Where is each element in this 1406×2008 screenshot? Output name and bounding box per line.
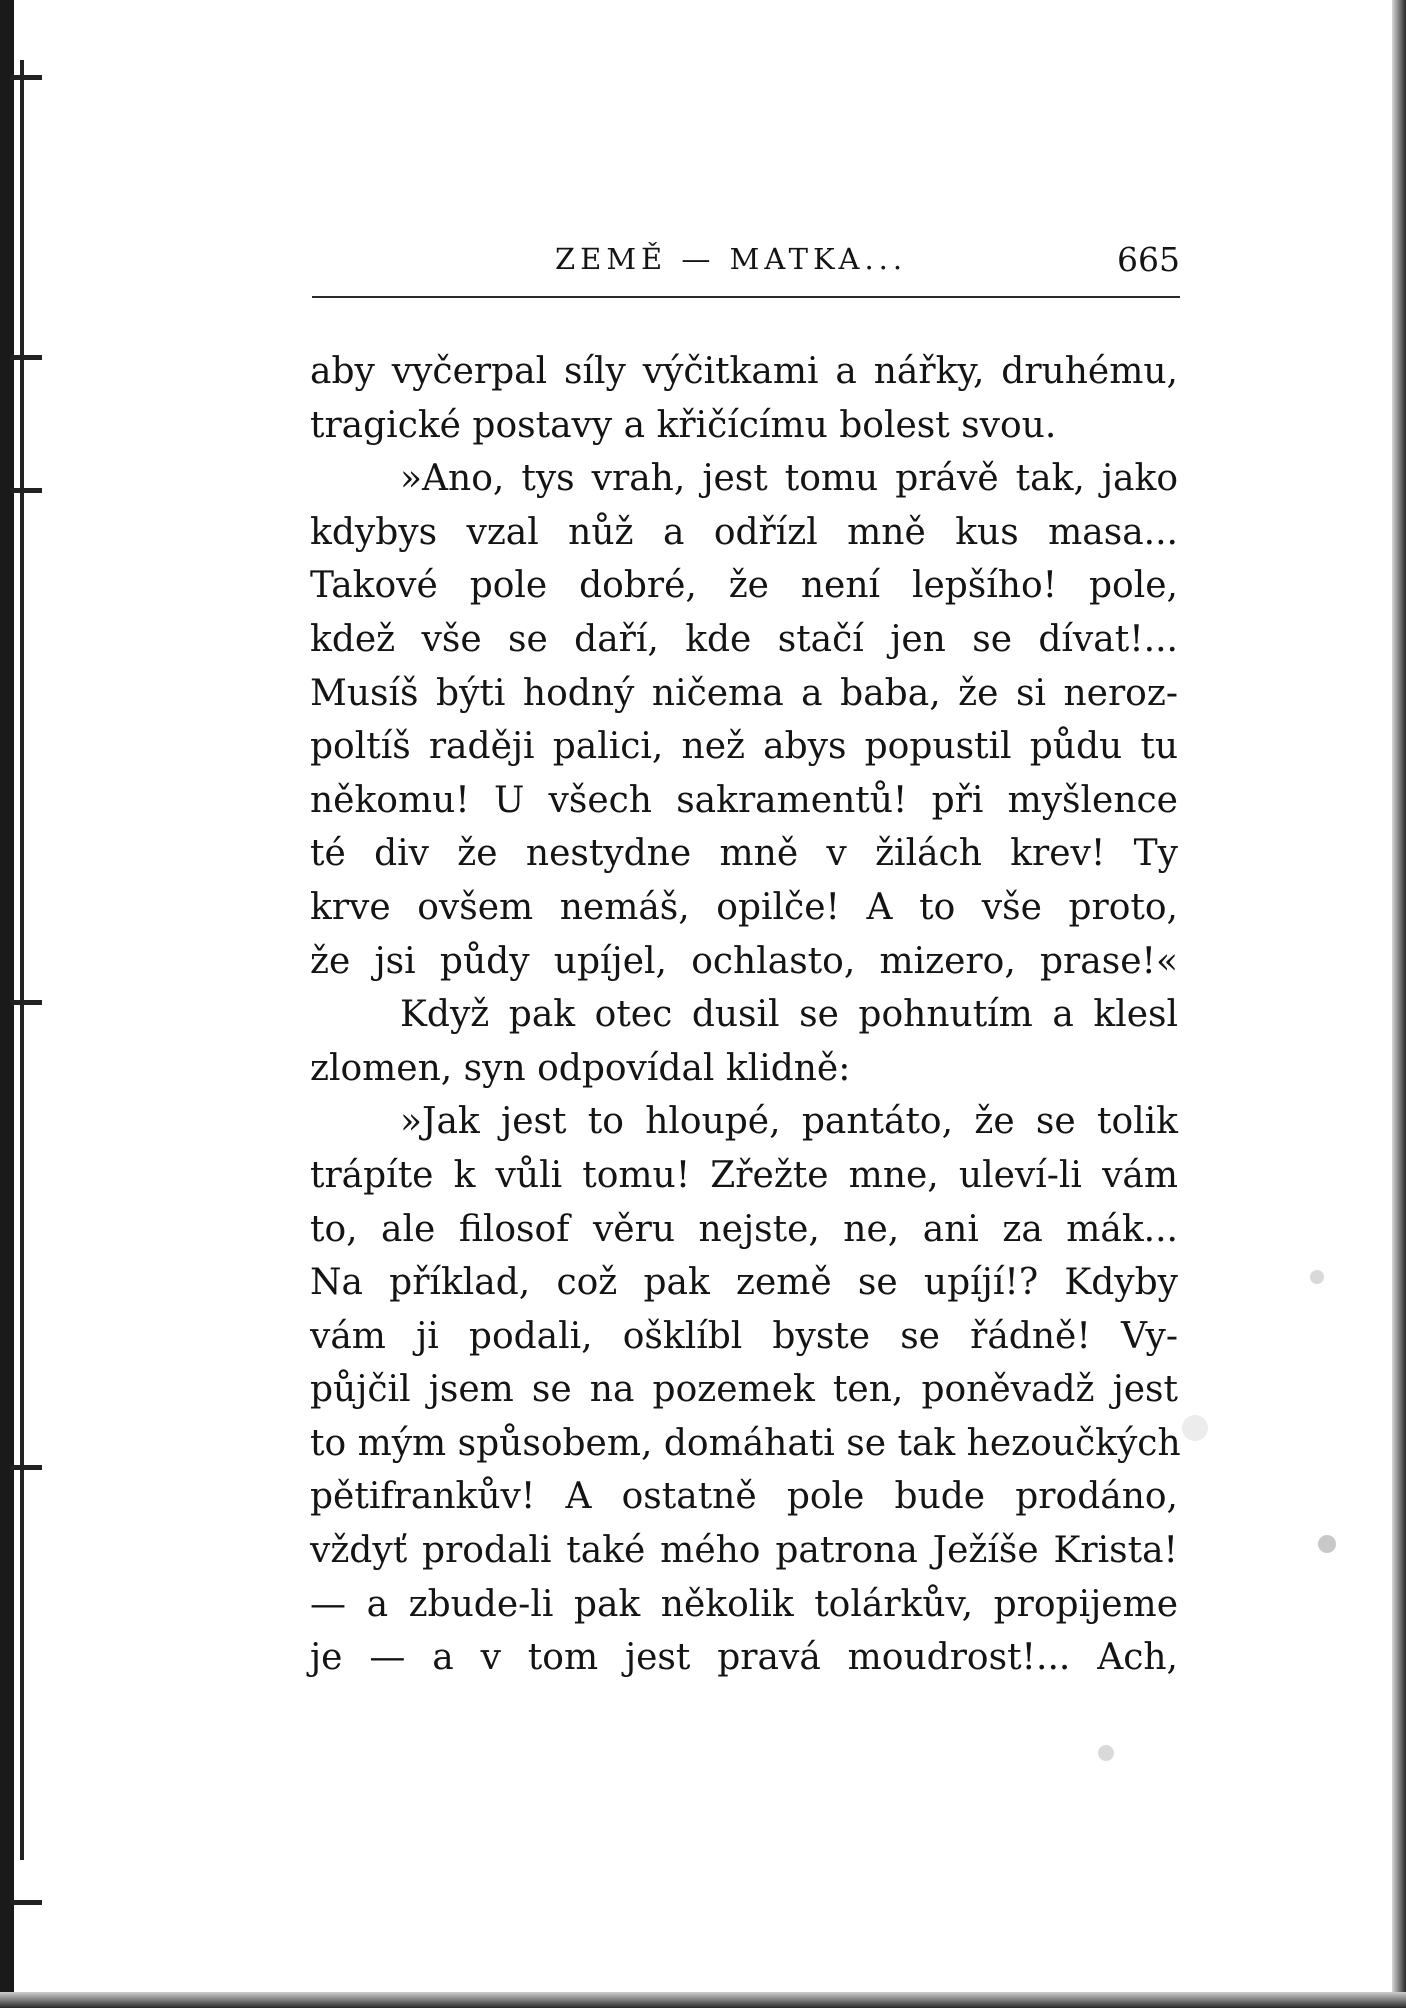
- page-number: 665: [1117, 240, 1180, 279]
- scan-speck: [1098, 1745, 1114, 1761]
- running-title: ZEMĚ — MATKA...: [555, 242, 908, 276]
- text-line: tragické postavy a křičícímu bolest svou.: [310, 404, 1057, 446]
- scan-edge-right: [1392, 0, 1406, 2008]
- binding-tick: [10, 488, 42, 493]
- body-text: [310, 345, 1181, 1685]
- header-rule: [312, 296, 1180, 298]
- text-line: Když pak otec dusil se pohnutím a klesl: [400, 994, 1178, 1036]
- text-line: poltíš raději palici, než abys popustil půdu tu: [310, 726, 1178, 768]
- text-line: — a zbude-li pak několik tolárkův, propijeme: [310, 1583, 1178, 1625]
- text-line: Takové pole dobré, že není lepšího! pole,: [310, 565, 1178, 607]
- text-line: zlomen, syn odpovídal klidně:: [310, 1047, 851, 1089]
- text-line: to, ale filosof věru nejste, ne, ani za mák...: [310, 1208, 1178, 1250]
- text-line: Na příklad, což pak země se upíjí!? Kdyby: [310, 1262, 1178, 1304]
- text-line: kdež vše se daří, kde stačí jen se dívat!...: [310, 618, 1178, 660]
- text-line: pětifrankův! A ostatně pole bude prodáno,: [310, 1476, 1178, 1518]
- text-line: krve ovšem nemáš, opilče! A to vše proto,: [310, 886, 1178, 928]
- text-line: půjčil jsem se na pozemek ten, poněvadž jest: [310, 1369, 1178, 1411]
- scan-edge-bottom: [0, 1992, 1406, 2008]
- binding-tick: [10, 355, 42, 360]
- scan-speck: [1310, 1270, 1324, 1284]
- binding-tick: [10, 1000, 42, 1005]
- text-line: někomu! U všech sakramentů! při myšlence: [310, 779, 1178, 821]
- binding-tick: [10, 75, 42, 80]
- text-line: je — a v tom jest pravá moudrost!... Ach,: [310, 1637, 1178, 1679]
- text-line: té div že nestydne mně v žilách krev! Ty: [310, 833, 1178, 875]
- text-line: »Ano, tys vrah, jest tomu právě tak, jako: [400, 458, 1178, 500]
- text-line: to mým spůsobem, domáhati se tak hezoučkých: [310, 1422, 1181, 1464]
- text-line: Musíš býti hodný ničema a baba, že si neroz-: [310, 672, 1178, 714]
- running-head: [312, 232, 1180, 292]
- text-line: že jsi půdy upíjel, ochlasto, mizero, prase!«: [310, 940, 1178, 982]
- scan-speck: [1318, 1535, 1336, 1553]
- text-line: »Jak jest to hloupé, pantáto, že se tolik: [400, 1101, 1178, 1143]
- text-line: vám ji podali, ošklíbl byste se řádně! Vy-: [310, 1315, 1178, 1357]
- binding-tick: [10, 1900, 42, 1905]
- text-line: vždyť prodali také mého patrona Ježíše Krista!: [310, 1530, 1178, 1572]
- text-line: trápíte k vůli tomu! Zřežte mne, uleví-li vám: [310, 1154, 1178, 1196]
- binding-tick: [10, 1465, 42, 1470]
- text-line: aby vyčerpal síly výčitkami a nářky, druhému,: [310, 351, 1178, 392]
- text-line: kdybys vzal nůž a odřízl mně kus masa...: [310, 511, 1178, 553]
- scan-speck: [1182, 1415, 1208, 1441]
- binding-line: [20, 60, 24, 1860]
